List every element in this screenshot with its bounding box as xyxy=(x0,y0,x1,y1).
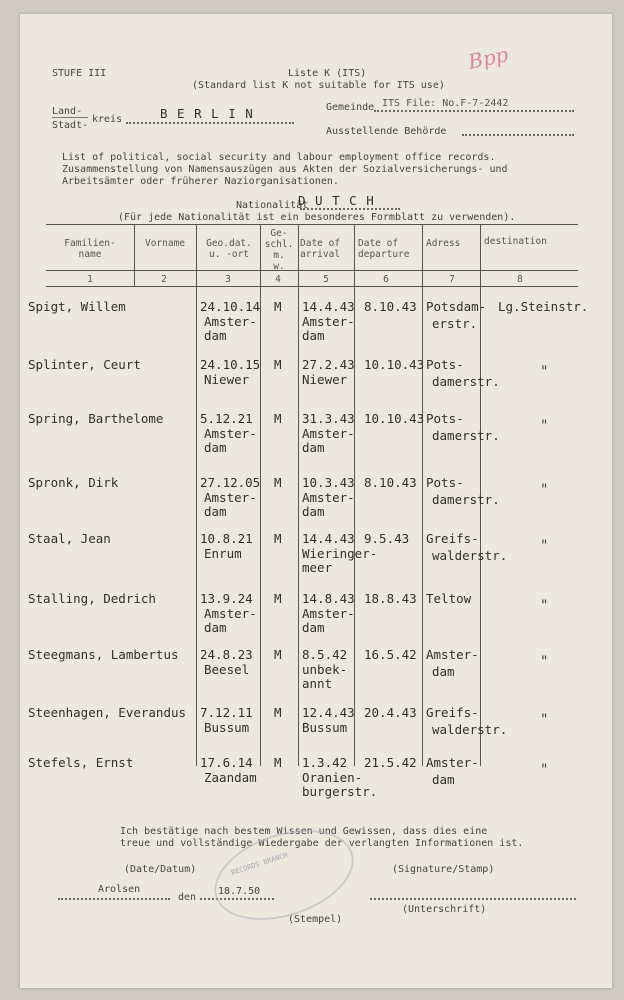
row-arrival-date: 1.3.42 xyxy=(302,755,348,770)
col-number-3: 3 xyxy=(225,274,231,285)
row-address: Teltow xyxy=(426,591,472,606)
row-sex: M xyxy=(274,755,282,770)
row-name: Spring, Barthelome xyxy=(28,411,164,426)
row-address: Potsdam- xyxy=(426,299,487,314)
form-subtitle: (Standard list K not suitable for ITS use) xyxy=(192,80,445,91)
row-birth-date: 13.9.24 xyxy=(200,591,253,606)
row-address: Pots- xyxy=(426,475,464,490)
kreis-dots xyxy=(126,122,294,124)
row-destination: " xyxy=(540,418,549,434)
row-name: Splinter, Ceurt xyxy=(28,357,141,372)
row-destination: " xyxy=(540,762,549,778)
row-sex: M xyxy=(274,411,282,426)
row-sex: M xyxy=(274,647,282,662)
row-destination: " xyxy=(540,364,549,380)
row-arrival-place-2: burgerstr. xyxy=(302,784,378,799)
table-header-line xyxy=(46,270,578,271)
row-arrival-place-2: dam xyxy=(302,504,325,519)
description-line-2: Zusammenstellung von Namensauszügen aus Akten der Sozialversicherungs- und xyxy=(62,164,508,175)
row-arrival-date: 14.4.43 xyxy=(302,531,355,546)
row-arrival-date: 10.3.43 xyxy=(302,475,355,490)
handwritten-initials: Bpp xyxy=(465,42,511,74)
den-label: den xyxy=(178,892,197,903)
row-address: Pots- xyxy=(426,411,464,426)
row-destination: Lg.Steinstr. xyxy=(498,299,589,314)
col-number-1: 1 xyxy=(87,274,93,285)
row-birth-place: Amster- xyxy=(204,426,257,441)
row-arrival-place-2: dam xyxy=(302,440,325,455)
row-address: Amster- xyxy=(426,647,479,662)
place-dots xyxy=(58,898,170,900)
row-sex: M xyxy=(274,531,282,546)
row-arrival-place: Amster- xyxy=(302,426,355,441)
row-sex: M xyxy=(274,591,282,606)
row-departure-date: 18.8.43 xyxy=(364,591,417,606)
land-underline xyxy=(52,117,88,118)
row-address-2: walderstr. xyxy=(432,548,508,563)
header-arrival: Date of arrival xyxy=(300,238,341,260)
header-departure: Date of departure xyxy=(358,238,410,260)
row-address: Greifs- xyxy=(426,531,479,546)
row-arrival-place-2: annt xyxy=(302,676,333,691)
land-label: Land- xyxy=(52,106,83,117)
col-number-2: 2 xyxy=(161,274,167,285)
row-address-2: dam xyxy=(432,772,455,787)
col-line-1 xyxy=(134,224,135,286)
row-birth-date: 5.12.21 xyxy=(200,411,253,426)
row-birth-place-2: dam xyxy=(204,328,227,343)
row-name: Spronk, Dirk xyxy=(28,475,119,490)
row-name: Stefels, Ernst xyxy=(28,755,134,770)
confirmation-line-1: Ich bestätige nach bestem Wissen und Gewissen, dass dies eine xyxy=(120,826,488,837)
row-arrival-date: 12.4.43 xyxy=(302,705,355,720)
row-birth-place: Enrum xyxy=(204,546,242,561)
col-number-5: 5 xyxy=(323,274,329,285)
row-arrival-place: Amster- xyxy=(302,490,355,505)
stadt-label: Stadt- xyxy=(52,120,89,131)
row-address-2: erstr. xyxy=(432,316,478,331)
row-departure-date: 20.4.43 xyxy=(364,705,417,720)
col-number-7: 7 xyxy=(449,274,455,285)
row-departure-date: 10.10.43 xyxy=(364,411,425,426)
row-address-2: damerstr. xyxy=(432,428,500,443)
row-birth-place-2: dam xyxy=(204,620,227,635)
row-address-2: walderstr. xyxy=(432,722,508,737)
description-line-1: List of political, social security and labour employment office records. xyxy=(62,152,496,163)
date-value: 18.7.50 xyxy=(218,886,261,897)
signature-label: (Signature/Stamp) xyxy=(392,864,495,875)
header-vorname: Vorname xyxy=(144,238,186,249)
row-birth-date: 24.10.15 xyxy=(200,357,261,372)
row-departure-date: 10.10.43 xyxy=(364,357,425,372)
row-name: Stalling, Dedrich xyxy=(28,591,156,606)
col-number-6: 6 xyxy=(383,274,389,285)
header-destination: destination xyxy=(484,236,547,247)
behoerde-dots xyxy=(462,134,574,136)
gemeinde-label: Gemeinde xyxy=(326,102,375,113)
row-arrival-place-2: dam xyxy=(302,620,325,635)
row-arrival-date: 27.2.43 xyxy=(302,357,355,372)
row-arrival-place: Bussum xyxy=(302,720,348,735)
row-sex: M xyxy=(274,299,282,314)
behoerde-label: Ausstellende Behörde xyxy=(326,126,447,137)
col-line-4 xyxy=(298,224,299,766)
row-destination: " xyxy=(540,482,549,498)
row-birth-place-2: dam xyxy=(204,504,227,519)
row-destination: " xyxy=(540,654,549,670)
confirmation-line-2: treue und vollständige Wiedergabe der verlangten Informationen ist. xyxy=(120,838,524,849)
unterschrift-label: (Unterschrift) xyxy=(402,904,487,915)
row-birth-place: Niewer xyxy=(204,372,250,387)
row-arrival-date: 14.8.43 xyxy=(302,591,355,606)
stufe-label: STUFE III xyxy=(52,68,107,79)
row-birth-place: Zaandam xyxy=(204,770,257,785)
row-birth-place: Amster- xyxy=(204,314,257,329)
row-arrival-date: 8.5.42 xyxy=(302,647,348,662)
row-birth-place: Bussum xyxy=(204,720,250,735)
row-sex: M xyxy=(274,357,282,372)
kreis-label: kreis xyxy=(92,114,123,125)
table-number-line xyxy=(46,286,578,287)
row-address-2: damerstr. xyxy=(432,492,500,507)
gemeinde-dots xyxy=(374,110,574,112)
row-departure-date: 8.10.43 xyxy=(364,475,417,490)
nationality-note: (Für jede Nationalität ist ein besonderes Formblatt zu verwenden). xyxy=(118,212,516,223)
gemeinde-value: ITS File: No.F-7-2442 xyxy=(382,98,509,109)
row-arrival-place: Amster- xyxy=(302,314,355,329)
row-destination: " xyxy=(540,538,549,554)
col-line-2 xyxy=(196,224,197,766)
row-arrival-place: Niewer xyxy=(302,372,348,387)
row-birth-date: 17.6.14 xyxy=(200,755,253,770)
row-name: Steenhagen, Everandus xyxy=(28,705,187,720)
row-destination: " xyxy=(540,598,549,614)
row-arrival-place: Wieringer- xyxy=(302,546,378,561)
nationality-value: D U T C H xyxy=(298,193,375,208)
row-address: Greifs- xyxy=(426,705,479,720)
header-geburt: Geo.dat. u. -ort xyxy=(206,238,252,260)
row-name: Steegmans, Lambertus xyxy=(28,647,179,662)
nationality-dots xyxy=(300,208,400,210)
row-departure-date: 8.10.43 xyxy=(364,299,417,314)
place-value: Arolsen xyxy=(98,884,141,895)
kreis-value: B E R L I N xyxy=(160,106,254,121)
row-arrival-place: unbek- xyxy=(302,662,348,677)
table-top-line xyxy=(46,224,578,225)
row-birth-date: 27.12.05 xyxy=(200,475,261,490)
row-birth-place: Amster- xyxy=(204,490,257,505)
row-arrival-place: Oranien- xyxy=(302,770,363,785)
signature-dots xyxy=(370,898,576,900)
row-name: Staal, Jean xyxy=(28,531,111,546)
row-name: Spigt, Willem xyxy=(28,299,126,314)
row-destination: " xyxy=(540,712,549,728)
row-departure-date: 21.5.42 xyxy=(364,755,417,770)
nationality-label: Nationalität xyxy=(236,200,309,211)
row-address: Amster- xyxy=(426,755,479,770)
row-departure-date: 16.5.42 xyxy=(364,647,417,662)
header-geschlecht: Ge- schl. m. w. xyxy=(264,228,294,272)
header-address: Adress xyxy=(426,238,461,249)
row-birth-date: 24.8.23 xyxy=(200,647,253,662)
row-sex: M xyxy=(274,705,282,720)
stempel-label: (Stempel) xyxy=(288,914,343,925)
row-arrival-date: 31.3.43 xyxy=(302,411,355,426)
col-number-8: 8 xyxy=(517,274,523,285)
row-arrival-date: 14.4.43 xyxy=(302,299,355,314)
date-label: (Date/Datum) xyxy=(124,864,197,875)
row-address: Pots- xyxy=(426,357,464,372)
col-line-6 xyxy=(422,224,423,766)
row-sex: M xyxy=(274,475,282,490)
row-birth-place: Beesel xyxy=(204,662,250,677)
row-birth-date: 10.8.21 xyxy=(200,531,253,546)
row-arrival-place-2: dam xyxy=(302,328,325,343)
header-familienname: Familien- name xyxy=(64,238,116,260)
row-arrival-place: Amster- xyxy=(302,606,355,621)
row-birth-place: Amster- xyxy=(204,606,257,621)
col-number-4: 4 xyxy=(275,274,281,285)
stamp-text: RECORDS BRANCH xyxy=(230,851,289,877)
row-birth-date: 24.10.14 xyxy=(200,299,261,314)
row-address-2: damerstr. xyxy=(432,374,500,389)
row-birth-place-2: dam xyxy=(204,440,227,455)
description-line-3: Arbeitsämter oder früherer Naziorganisationen. xyxy=(62,176,339,187)
row-departure-date: 9.5.43 xyxy=(364,531,410,546)
row-arrival-place-2: meer xyxy=(302,560,333,575)
row-address-2: dam xyxy=(432,664,455,679)
form-title: Liste K (ITS) xyxy=(288,68,367,79)
row-birth-date: 7.12.11 xyxy=(200,705,253,720)
